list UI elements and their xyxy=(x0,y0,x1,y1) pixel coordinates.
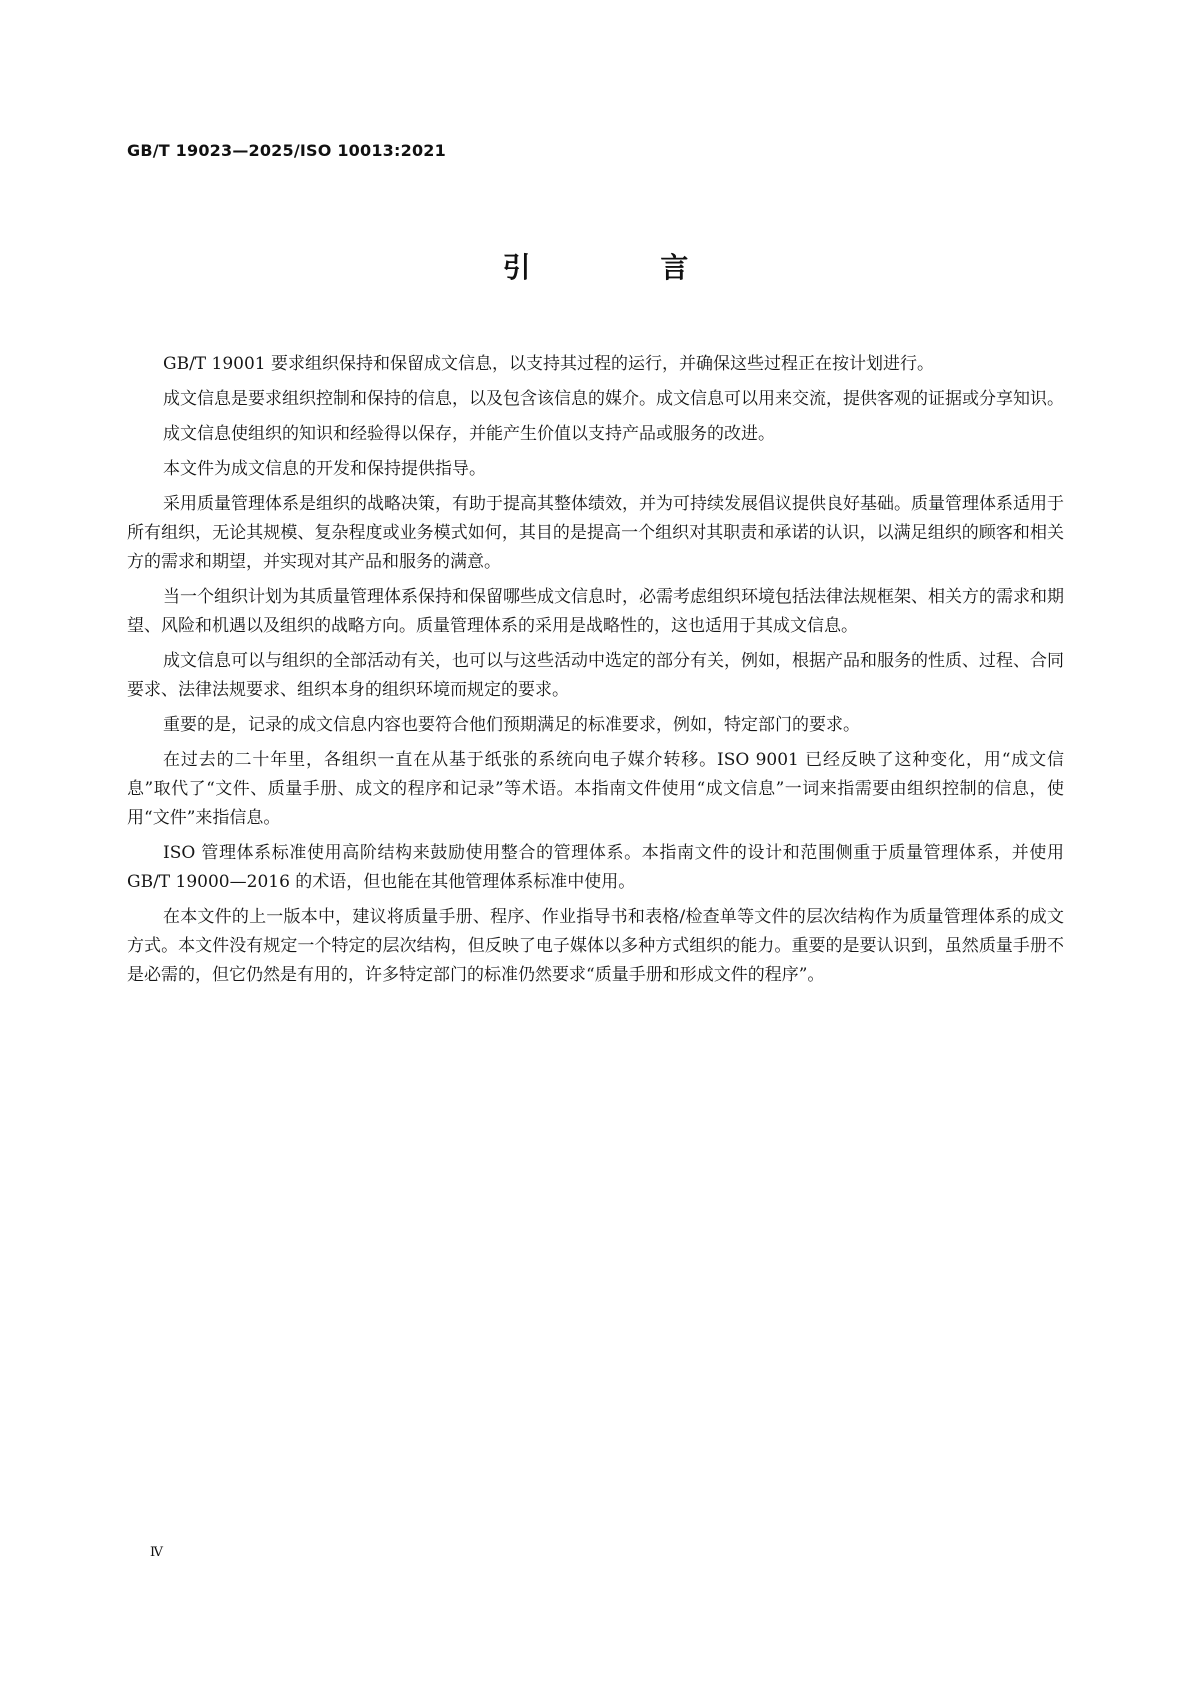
page-number: Ⅳ xyxy=(150,1545,163,1560)
paragraph-1: GB/T 19001 要求组织保持和保留成文信息，以支持其过程的运行，并确保这些过程正在按计划进行。 xyxy=(163,354,935,374)
paragraph-2: 成文信息是要求组织控制和保持的信息，以及包含该信息的媒介。成文信息可以用来交流，提供客观的证据或分享知识。 xyxy=(163,389,1064,409)
paragraph-10: ISO 管理体系标准使用高阶结构来鼓励使用整合的管理体系。本指南文件的设计和范围侧重于质量管理体系，并使用 GB/T 19000—2016 的术语，但也能在其他管理体系标准中使用。 xyxy=(127,843,1064,892)
introduction-body xyxy=(127,350,1064,990)
paragraph-3: 成文信息使组织的知识和经验得以保存，并能产生价值以支持产品或服务的改进。 xyxy=(163,424,775,444)
paragraph-8: 重要的是，记录的成文信息内容也要符合他们预期满足的标准要求，例如，特定部门的要求。 xyxy=(163,715,860,735)
paragraph-6: 当一个组织计划为其质量管理体系保持和保留哪些成文信息时，必需考虑组织环境包括法律法规框架、相关方的需求和期望、风险和机遇以及组织的战略方向。质量管理体系的采用是战略性的，这也适用于其成文信息。 xyxy=(127,587,1064,636)
paragraph-9: 在过去的二十年里，各组织一直在从基于纸张的系统向电子媒介转移。ISO 9001 已经反映了这种变化，用“成文信息”取代了“文件、质量手册、成文的程序和记录”等术语。本指南文件使用“成文信息”一词来指需要由组织控制的信息，使用“文件”来指信息。 xyxy=(127,750,1064,828)
paragraph-5: 采用质量管理体系是组织的战略决策，有助于提高其整体绩效，并为可持续发展倡议提供良好基础。质量管理体系适用于所有组织，无论其规模、复杂程度或业务模式如何，其目的是提高一个组织对其职责和承诺的认识，以满足组织的顾客和相关方的需求和期望，并实现对其产品和服务的满意。 xyxy=(127,494,1064,572)
paragraph-11: 在本文件的上一版本中，建议将质量手册、程序、作业指导书和表格/检查单等文件的层次结构作为质量管理体系的成文方式。本文件没有规定一个特定的层次结构，但反映了电子媒体以多种方式组织的能力。重要的是要认识到，虽然质量手册不是必需的，但它仍然是有用的，许多特定部门的标准仍然要求“质量手册和形成文件的程序”。 xyxy=(127,907,1064,985)
section-title: 引 言 xyxy=(502,251,749,284)
paragraph-4: 本文件为成文信息的开发和保持提供指导。 xyxy=(163,459,486,479)
standard-code-header: GB/T 19023—2025/ISO 10013:2021 xyxy=(127,141,446,160)
paragraph-7: 成文信息可以与组织的全部活动有关，也可以与这些活动中选定的部分有关，例如，根据产品和服务的性质、过程、合同要求、法律法规要求、组织本身的组织环境而规定的要求。 xyxy=(127,651,1064,700)
